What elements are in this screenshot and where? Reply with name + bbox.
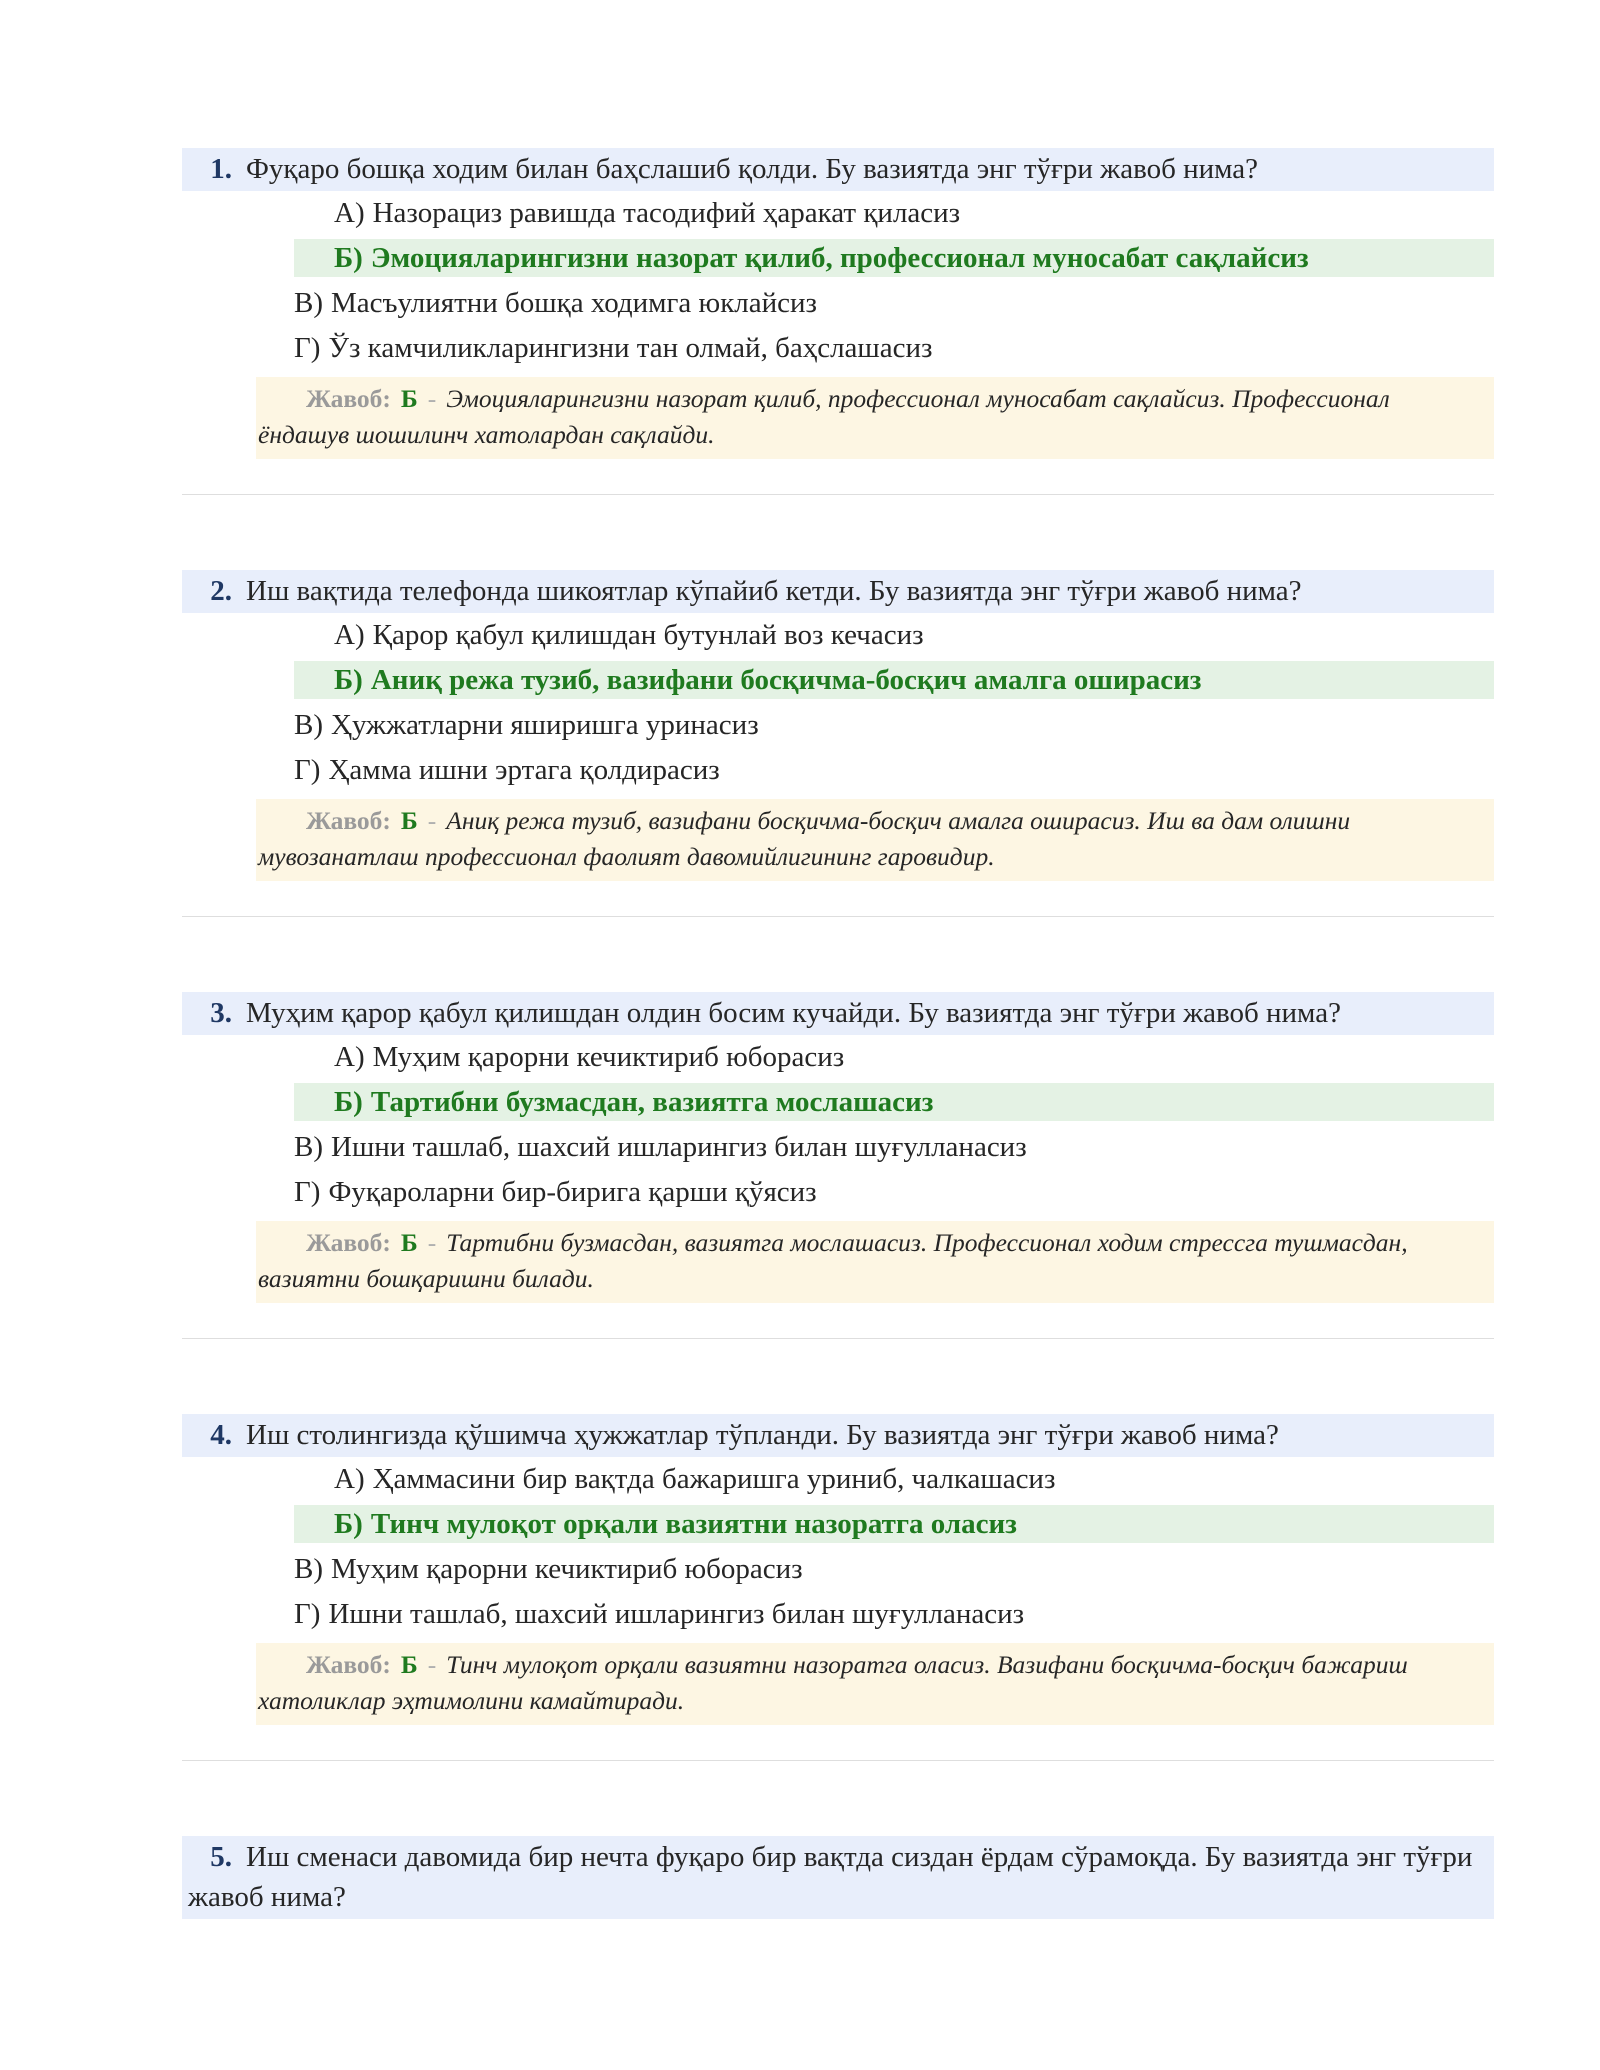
option-b-correct bbox=[294, 1505, 1494, 1543]
option-letter: В) bbox=[294, 1553, 323, 1585]
option-letter: Б) bbox=[334, 664, 363, 696]
question-block-3 bbox=[182, 992, 1494, 1414]
question-number: 1. bbox=[210, 153, 232, 185]
option-text: Тартибни бузмасдан, вазиятга мослашасиз bbox=[370, 1086, 934, 1118]
question-block-1 bbox=[182, 148, 1494, 570]
question-text: Иш вақтида телефонда шикоятлар кўпайиб кетди. Бу вазиятда энг тўғри жавоб нима? bbox=[246, 575, 1302, 607]
question-text: Иш сменаси давомида бир нечта фуқаро бир вақтда сиздан ёрдам сўрамоқда. Бу вазиятда энг тўғри жавоб нима? bbox=[188, 1841, 1473, 1913]
option-text: Ҳаммасини бир вақтда бажаришга уриниб, чалкашасиз bbox=[372, 1463, 1056, 1495]
option-text: Эмоцияларингизни назорат қилиб, профессионал муносабат сақлайсиз bbox=[370, 242, 1309, 274]
option-a bbox=[182, 616, 1494, 654]
answer-dash: - bbox=[427, 1650, 437, 1679]
divider bbox=[182, 1338, 1494, 1339]
option-letter: Б) bbox=[334, 242, 363, 274]
option-a bbox=[182, 1460, 1494, 1498]
option-text: Назорациз равишда тасодифий ҳаракат қиласиз bbox=[372, 197, 961, 229]
question-number: 4. bbox=[210, 1419, 232, 1451]
answer-label: Жавоб: bbox=[306, 1228, 391, 1257]
option-letter: Г) bbox=[294, 1176, 321, 1208]
option-b-correct bbox=[294, 1083, 1494, 1121]
quiz-page bbox=[182, 148, 1494, 1919]
question-text: Иш столингизда қўшимча ҳужжатлар тўпланди. Бу вазиятда энг тўғри жавоб нима? bbox=[246, 1419, 1279, 1451]
question-number: 5. bbox=[210, 1841, 232, 1873]
answer-text: Аниқ режа тузиб, вазифани босқичма-босқич амалга оширасиз. Иш ва дам олишни мувозанатлаш профессионал фаолият давомийлигининг гаровидир. bbox=[258, 806, 1351, 871]
answer-text: Тартибни бузмасдан, вазиятга мослашасиз. Профессионал ходим стрессга тушмасдан, вазиятни бошқаришни билади. bbox=[258, 1228, 1408, 1293]
option-text: Масъулиятни бошқа ходимга юклайсиз bbox=[331, 287, 818, 319]
answer-explanation bbox=[256, 1221, 1494, 1303]
question-block-5 bbox=[182, 1836, 1494, 1919]
option-text: Муҳим қарорни кечиктириб юборасиз bbox=[331, 1553, 803, 1585]
question-header bbox=[182, 148, 1494, 191]
option-letter: В) bbox=[294, 287, 323, 319]
option-text: Ишни ташлаб, шахсий ишларингиз билан шуғулланасиз bbox=[328, 1598, 1025, 1630]
option-text: Фуқароларни бир-бирига қарши қўясиз bbox=[328, 1176, 817, 1208]
answer-letter: Б bbox=[400, 1228, 418, 1257]
option-a bbox=[182, 1038, 1494, 1076]
option-letter: Б) bbox=[334, 1086, 363, 1118]
answer-letter: Б bbox=[400, 1650, 418, 1679]
option-letter: Г) bbox=[294, 754, 321, 786]
option-c bbox=[182, 706, 1494, 744]
option-d bbox=[182, 329, 1494, 367]
answer-label: Жавоб: bbox=[306, 384, 391, 413]
answer-text: Тинч мулоқот орқали вазиятни назоратга оласиз. Вазифани босқичма-босқич бажариш хатоликлар эҳтимолини камайтиради. bbox=[258, 1650, 1408, 1715]
question-text: Фуқаро бошқа ходим билан баҳслашиб қолди. Бу вазиятда энг тўғри жавоб нима? bbox=[246, 153, 1259, 185]
question-block-4 bbox=[182, 1414, 1494, 1836]
option-b-correct bbox=[294, 661, 1494, 699]
options-list bbox=[182, 194, 1494, 367]
option-letter: Г) bbox=[294, 1598, 321, 1630]
option-a bbox=[182, 194, 1494, 232]
option-text: Тинч мулоқот орқали вазиятни назоратга оласиз bbox=[370, 1508, 1017, 1540]
answer-label: Жавоб: bbox=[306, 806, 391, 835]
option-d bbox=[182, 1173, 1494, 1211]
divider bbox=[182, 494, 1494, 495]
option-text: Аниқ режа тузиб, вазифани босқичма-босқич амалга оширасиз bbox=[370, 664, 1202, 696]
option-letter: Б) bbox=[334, 1508, 363, 1540]
question-header bbox=[182, 992, 1494, 1035]
option-c bbox=[182, 1550, 1494, 1588]
options-list bbox=[182, 1460, 1494, 1633]
option-text: Ҳужжатларни яширишга уринасиз bbox=[331, 709, 759, 741]
answer-letter: Б bbox=[400, 384, 418, 413]
option-letter: А) bbox=[334, 197, 365, 229]
option-text: Ишни ташлаб, шахсий ишларингиз билан шуғулланасиз bbox=[331, 1131, 1027, 1163]
question-header bbox=[182, 1414, 1494, 1457]
answer-explanation bbox=[256, 799, 1494, 881]
question-header bbox=[182, 1836, 1494, 1919]
options-list bbox=[182, 616, 1494, 789]
option-letter: В) bbox=[294, 1131, 323, 1163]
option-c bbox=[182, 284, 1494, 322]
question-header bbox=[182, 570, 1494, 613]
divider bbox=[182, 1760, 1494, 1761]
question-block-2 bbox=[182, 570, 1494, 992]
divider bbox=[182, 916, 1494, 917]
option-text: Ҳамма ишни эртага қолдирасиз bbox=[328, 754, 720, 786]
answer-text: Эмоцияларингизни назорат қилиб, профессионал муносабат сақлайсиз. Профессионал ёндашув шошилинч хатолардан сақлайди. bbox=[258, 384, 1390, 449]
option-text: Қарор қабул қилишдан бутунлай воз кечасиз bbox=[372, 619, 924, 651]
answer-label: Жавоб: bbox=[306, 1650, 391, 1679]
option-text: Ўз камчиликларингизни тан олмай, баҳслашасиз bbox=[328, 332, 933, 364]
question-number: 3. bbox=[210, 997, 232, 1029]
option-text: Муҳим қарорни кечиктириб юборасиз bbox=[372, 1041, 845, 1073]
option-letter: А) bbox=[334, 1041, 365, 1073]
option-letter: Г) bbox=[294, 332, 321, 364]
options-list bbox=[182, 1038, 1494, 1211]
option-letter: А) bbox=[334, 1463, 365, 1495]
answer-explanation bbox=[256, 1643, 1494, 1725]
option-letter: В) bbox=[294, 709, 323, 741]
answer-dash: - bbox=[427, 1228, 437, 1257]
option-c bbox=[182, 1128, 1494, 1166]
answer-letter: Б bbox=[400, 806, 418, 835]
option-letter: А) bbox=[334, 619, 365, 651]
answer-explanation bbox=[256, 377, 1494, 459]
answer-dash: - bbox=[427, 384, 437, 413]
option-b-correct bbox=[294, 239, 1494, 277]
question-text: Муҳим қарор қабул қилишдан олдин босим кучайди. Бу вазиятда энг тўғри жавоб нима? bbox=[246, 997, 1341, 1029]
option-d bbox=[182, 1595, 1494, 1633]
option-d bbox=[182, 751, 1494, 789]
question-number: 2. bbox=[210, 575, 232, 607]
answer-dash: - bbox=[427, 806, 437, 835]
